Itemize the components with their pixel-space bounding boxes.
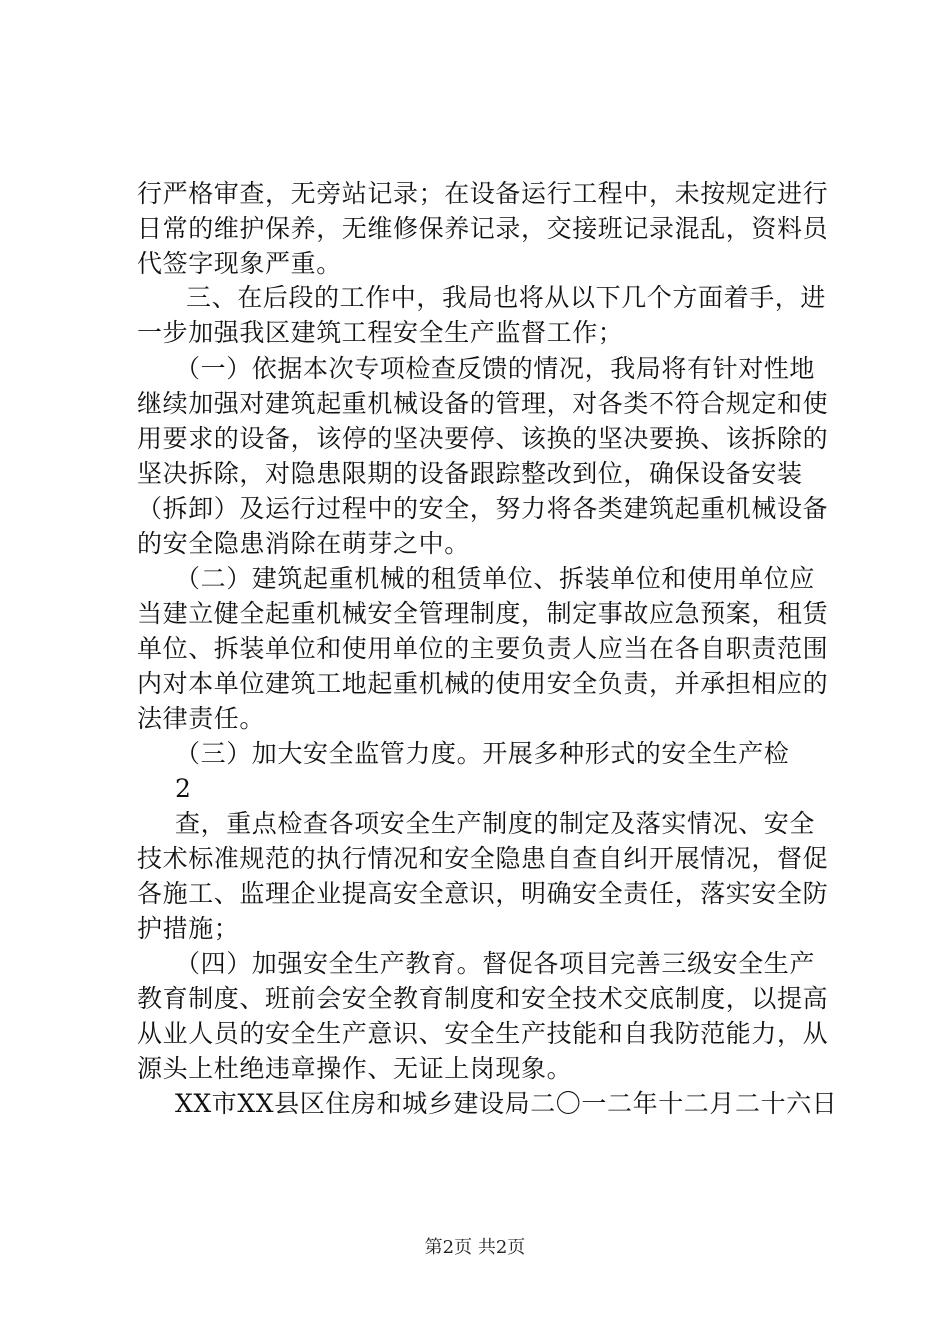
text-line: 教育制度、班前会安全教育制度和安全技术交底制度，以提高 bbox=[137, 984, 829, 1013]
text-line: （一）依据本次专项检查反馈的情况，我局将有针对性地 bbox=[175, 354, 816, 383]
text-line: （三）加大安全监管力度。开展多种形式的安全生产检 bbox=[175, 739, 790, 768]
page-footer: 第2页 共2页 bbox=[424, 1237, 526, 1258]
text-line: 的安全隐患消除在萌芽之中。 bbox=[137, 529, 470, 558]
text-line: 当建立健全起重机械安全管理制度，制定事故应急预案，租赁 bbox=[137, 599, 829, 628]
text-line: （拆卸）及运行过程中的安全，努力将各类建筑起重机械设备 bbox=[137, 494, 829, 523]
text-line: 法律责任。 bbox=[137, 704, 266, 733]
text-line: 用要求的设备，该停的坚决要停、该换的坚决要换、该拆除的 bbox=[137, 424, 829, 453]
text-line: 源头上杜绝违章操作、无证上岗现象。 bbox=[137, 1054, 573, 1083]
text-line: （四）加强安全生产教育。督促各项目完善三级安全生产 bbox=[175, 949, 816, 978]
text-line: 查，重点检查各项安全生产制度的制定及落实情况、安全 bbox=[175, 809, 816, 838]
text-line: 单位、拆装单位和使用单位的主要负责人应当在各自职责范围 bbox=[137, 634, 829, 663]
text-line: （二）建筑起重机械的租赁单位、拆装单位和使用单位应 bbox=[175, 564, 816, 593]
text-line: 各施工、监理企业提高安全意识，明确安全责任，落实安全防 bbox=[137, 879, 829, 908]
text-line: 继续加强对建筑起重机械设备的管理，对各类不符合规定和使 bbox=[137, 389, 829, 418]
text-line: 代签字现象严重。 bbox=[137, 249, 342, 278]
text-line: 内对本单位建筑工地起重机械的使用安全负责，并承担相应的 bbox=[137, 669, 829, 698]
text-line: 日常的维护保养，无维修保养记录，交接班记录混乱，资料员 bbox=[137, 214, 829, 243]
text-line: 技术标准规范的执行情况和安全隐患自查自纠开展情况，督促 bbox=[137, 844, 829, 873]
text-line: 行严格审查，无旁站记录；在设备运行工程中，未按规定进行 bbox=[137, 179, 829, 208]
text-line: 护措施； bbox=[137, 914, 240, 943]
text-line: 从业人员的安全生产意识、安全生产技能和自我防范能力，从 bbox=[137, 1019, 829, 1048]
inline-page-number: 2 bbox=[175, 774, 191, 803]
signature-date-line: XX市XX县区住房和城乡建设局二〇一二年十二月二十六日 bbox=[175, 1089, 838, 1118]
text-line: 坚决拆除，对隐患限期的设备跟踪整改到位，确保设备安装 bbox=[137, 459, 803, 488]
text-line: 三、在后段的工作中，我局也将从以下几个方面着手，进 bbox=[186, 283, 827, 312]
text-line: 一步加强我区建筑工程安全生产监督工作； bbox=[137, 318, 624, 347]
